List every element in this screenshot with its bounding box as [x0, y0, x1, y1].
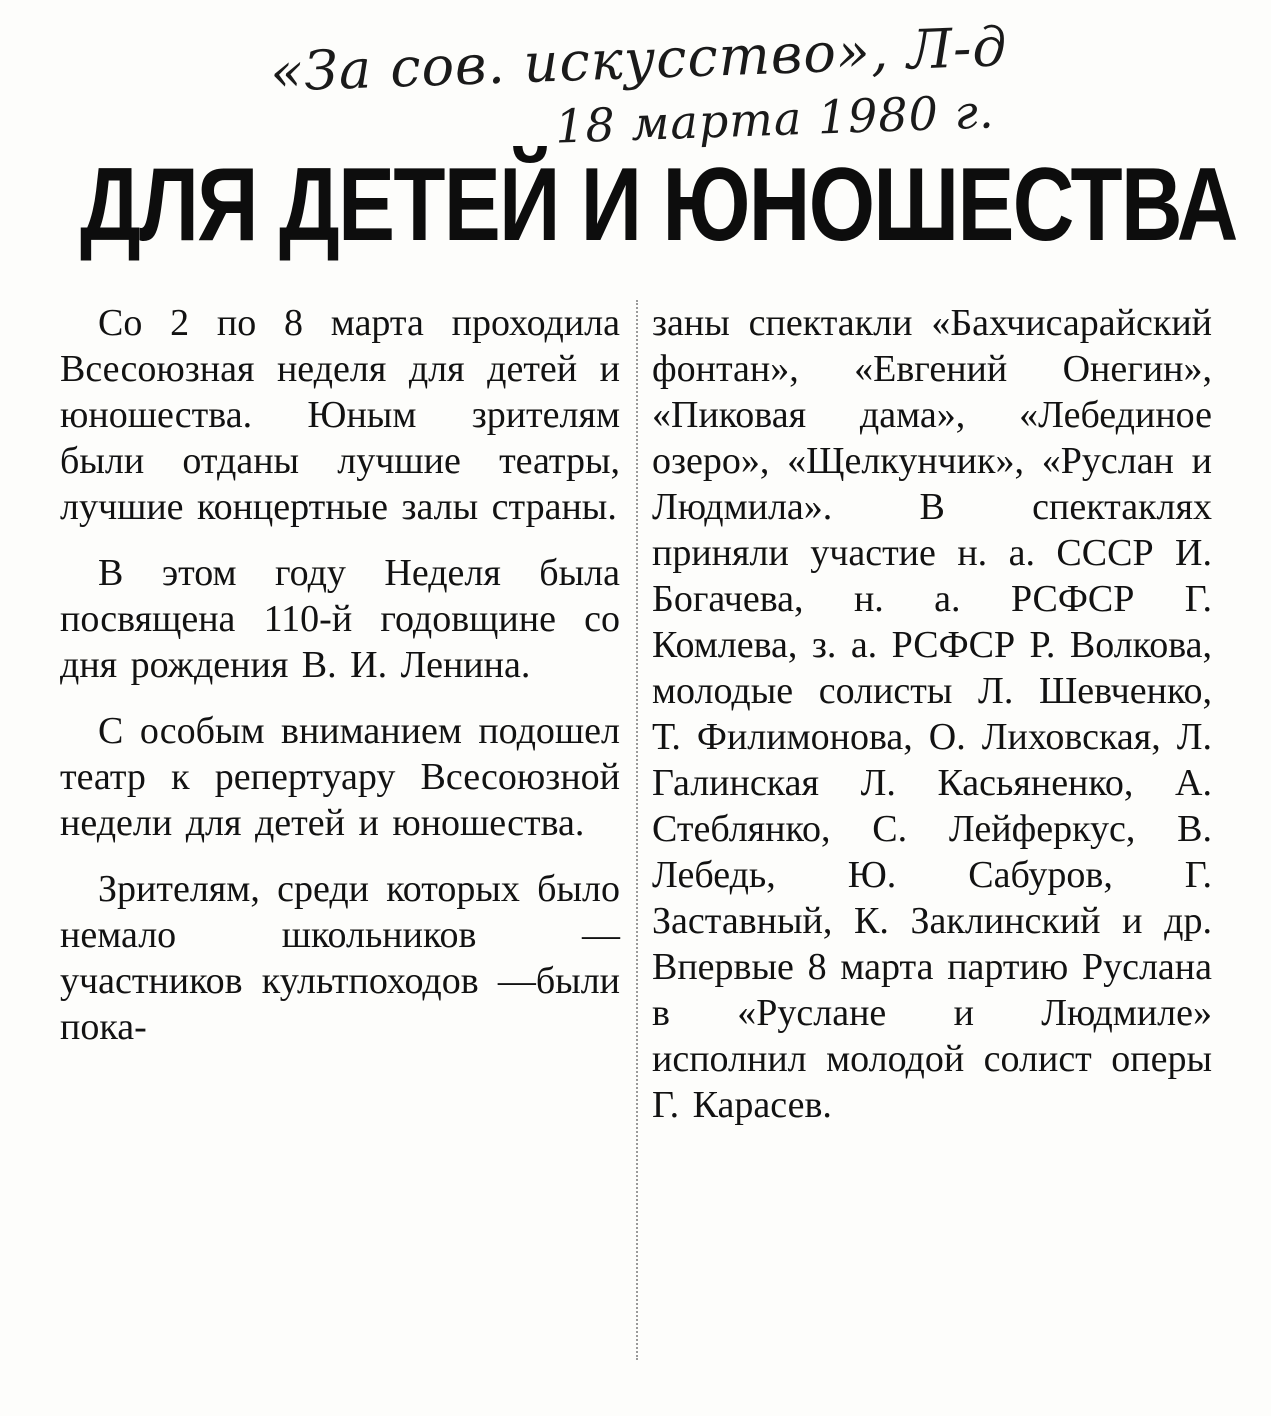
article-paragraph-4: Зрителям, среди которых было немало школьников — участников культпоходов —были пока-: [60, 868, 620, 1048]
handwritten-source-note: «За сов. искусство», Л-д: [269, 15, 1009, 104]
article-left-column: [60, 300, 620, 1070]
article-paragraph-5: заны спектакли «Бахчисарайский фонтан», «Евгений Онегин», «Пиковая дама», «Лебединое озеро», «Щелкунчик», «Руслан и Людмила». В спектаклях приняли участие н. а. СССР И. Богачева, н. а. РСФСР Г. Комлева, з. а. РСФСР Р. Волкова, молодые солисты Л. Шевченко, Т. Филимонова, О. Лиховская, Л. Галинская Л. Касьяненко, А. Стеблянко, С. Лейферкус, В. Лебедь, Ю. Сабуров, Г. Заставный, К. Заклинский и др. Впервые 8 марта партию Руслана в «Руслане и Людмиле» исполнил молодой солист оперы Г. Карасев.: [652, 302, 1212, 1126]
column-divider: [636, 300, 638, 1360]
article-paragraph-1: Со 2 по 8 марта проходила Всесоюзная неделя для детей и юношества. Юным зрителям были отданы лучшие театры, лучшие концертные залы страны.: [60, 302, 620, 528]
article-paragraph-2: В этом году Неделя была посвящена 110-й годовщине со дня рождения В. И. Ленина.: [60, 552, 620, 686]
handwritten-date-note: 18 марта 1980 г.: [554, 84, 996, 154]
article-headline: ДЛЯ ДЕТЕЙ И ЮНОШЕСТВА: [80, 147, 1237, 263]
article-right-column: [652, 300, 1212, 1148]
article-paragraph-3: С особым вниманием подошел театр к репертуару Всесоюзной недели для детей и юношества.: [60, 710, 620, 844]
